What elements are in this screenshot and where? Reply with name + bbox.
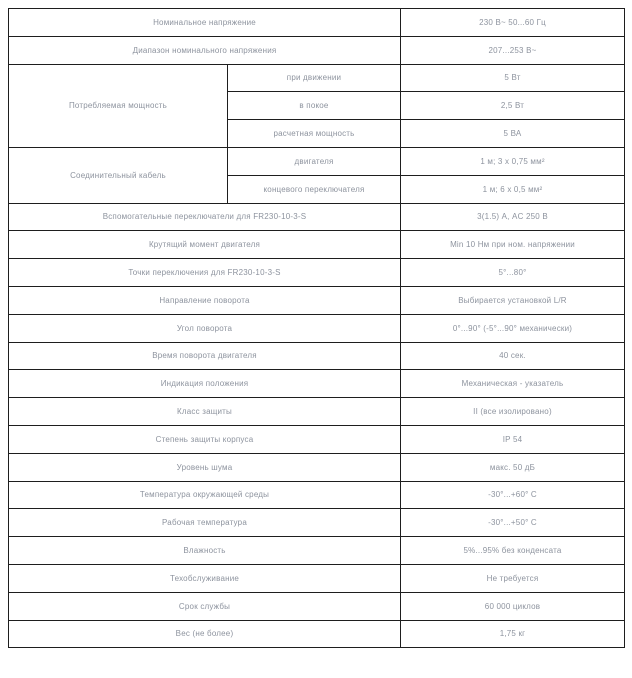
table-row: [9, 314, 625, 342]
spec-label: Уровень шума: [9, 453, 401, 481]
table-row: [9, 537, 625, 565]
spec-label: Угол поворота: [9, 314, 401, 342]
table-row: [9, 425, 625, 453]
spec-value: 0°...90° (-5°...90° механически): [401, 314, 625, 342]
table-row: [9, 231, 625, 259]
table-row: [9, 592, 625, 620]
spec-label: Срок службы: [9, 592, 401, 620]
spec-label: Степень защиты корпуса: [9, 425, 401, 453]
table-row: [9, 453, 625, 481]
table-row: [9, 481, 625, 509]
spec-value: 1 м; 3 x 0,75 мм²: [401, 147, 625, 175]
table-row: [9, 203, 625, 231]
spec-label: Крутящий момент двигателя: [9, 231, 401, 259]
spec-value: 5°...80°: [401, 259, 625, 287]
spec-value: 1,75 кг: [401, 620, 625, 648]
spec-sublabel: концевого переключателя: [228, 175, 401, 203]
table-row: [9, 9, 625, 37]
table-row: [9, 509, 625, 537]
spec-label: Вес (не более): [9, 620, 401, 648]
spec-label: Диапазон номинального напряжения: [9, 36, 401, 64]
spec-value: 2,5 Вт: [401, 92, 625, 120]
spec-value: 5 Вт: [401, 64, 625, 92]
spec-label: Индикация положения: [9, 370, 401, 398]
spec-value: -30°...+60° C: [401, 481, 625, 509]
spec-label: Направление поворота: [9, 286, 401, 314]
table-row: [9, 286, 625, 314]
spec-table: [8, 8, 625, 648]
spec-value: 3(1.5) А, AC 250 В: [401, 203, 625, 231]
spec-label: Точки переключения для FR230-10-3-S: [9, 259, 401, 287]
spec-value: Механическая - указатель: [401, 370, 625, 398]
table-row: [9, 342, 625, 370]
spec-value: 1 м; 6 x 0,5 мм²: [401, 175, 625, 203]
spec-value: II (все изолировано): [401, 398, 625, 426]
spec-value: 230 В~ 50...60 Гц: [401, 9, 625, 37]
table-row: [9, 64, 625, 92]
spec-value: 5 ВА: [401, 120, 625, 148]
spec-value: 60 000 циклов: [401, 592, 625, 620]
spec-label: Класс защиты: [9, 398, 401, 426]
spec-sublabel: двигателя: [228, 147, 401, 175]
spec-group-label: Потребляемая мощность: [9, 64, 228, 147]
spec-value: Не требуется: [401, 564, 625, 592]
table-row: [9, 370, 625, 398]
spec-group-label: Соединительный кабель: [9, 147, 228, 203]
spec-value: 40 сек.: [401, 342, 625, 370]
table-row: [9, 398, 625, 426]
spec-value: -30°...+50° C: [401, 509, 625, 537]
spec-label: Влажность: [9, 537, 401, 565]
spec-table-body: [9, 9, 625, 648]
spec-sublabel: при движении: [228, 64, 401, 92]
spec-label: Техобслуживание: [9, 564, 401, 592]
spec-value: Выбирается установкой L/R: [401, 286, 625, 314]
spec-value: 207...253 В~: [401, 36, 625, 64]
spec-sublabel: расчетная мощность: [228, 120, 401, 148]
spec-label: Температура окружающей среды: [9, 481, 401, 509]
spec-label: Рабочая температура: [9, 509, 401, 537]
spec-value: IP 54: [401, 425, 625, 453]
table-row: [9, 564, 625, 592]
spec-value: Min 10 Нм при ном. напряжении: [401, 231, 625, 259]
table-row: [9, 36, 625, 64]
spec-value: макс. 50 дБ: [401, 453, 625, 481]
table-row: [9, 620, 625, 648]
table-row: [9, 147, 625, 175]
spec-sublabel: в покое: [228, 92, 401, 120]
table-row: [9, 259, 625, 287]
spec-label: Номинальное напряжение: [9, 9, 401, 37]
spec-label: Вспомогательные переключатели для FR230-10-3-S: [9, 203, 401, 231]
spec-label: Время поворота двигателя: [9, 342, 401, 370]
spec-value: 5%...95% без конденсата: [401, 537, 625, 565]
